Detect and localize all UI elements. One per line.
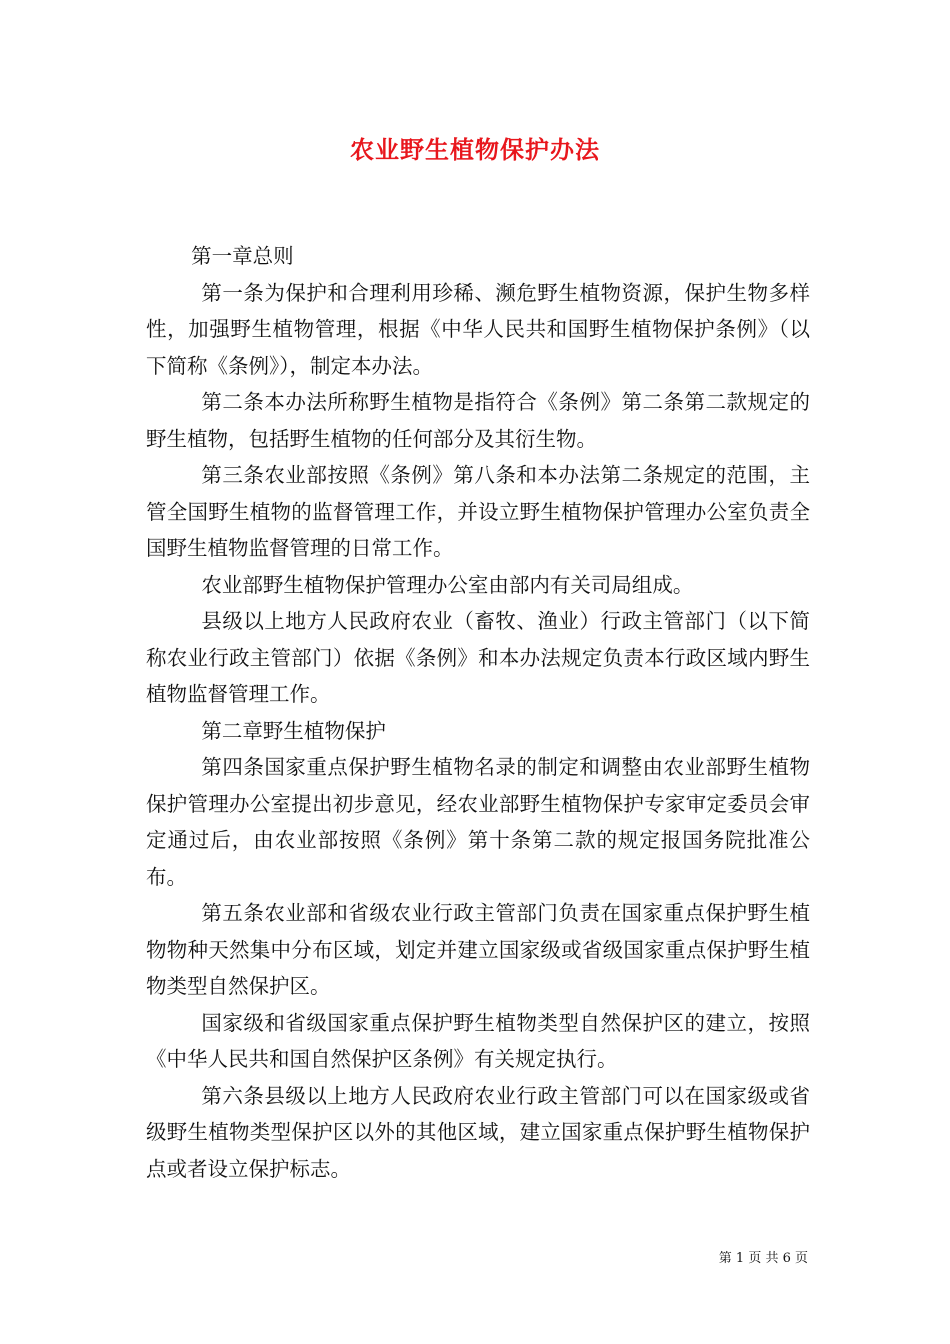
paragraph: 农业部野生植物保护管理办公室由部内有关司局组成。 [201,572,694,597]
chapter-heading: 第一章总则 [191,244,294,268]
paragraph: 国家级和省级国家重点保护野生植物类型自然保护区的建立，按照《中华人民共和国自然保护区条例》有关规定执行。 [146,1010,810,1071]
paragraph: 县级以上地方人民政府农业（畜牧、渔业）行政主管部门（以下简称农业行政主管部门）依据《条例》和本办法规定负责本行政区域内野生植物监督管理工作。 [146,609,810,706]
document-title: 农业野生植物保护办法 [350,135,600,164]
paragraph: 第四条国家重点保护野生植物名录的制定和调整由农业部野生植物保护管理办公室提出初步意见，经农业部野生植物保护专家审定委员会审定通过后，由农业部按照《条例》第十条第二款的规定报国务院批准公布。 [146,755,810,889]
paragraph: 第一条为保护和合理利用珍稀、濒危野生植物资源，保护生物多样性，加强野生植物管理，根据《中华人民共和国野生植物保护条例》（以下简称《条例》），制定本办法。 [146,280,810,378]
chapter-heading: 第二章野生植物保护 [201,718,386,743]
paragraph: 第五条农业部和省级农业行政主管部门负责在国家重点保护野生植物物种天然集中分布区域，划定并建立国家级或省级国家重点保护野生植物类型自然保护区。 [146,901,810,998]
paragraph: 第三条农业部按照《条例》第八条和本办法第二条规定的范围，主管全国野生植物的监督管理工作，并设立野生植物保护管理办公室负责全国野生植物监督管理的日常工作。 [146,463,810,560]
page-indicator: 第 1 页 共 6 页 [718,1251,808,1266]
paragraph: 第六条县级以上地方人民政府农业行政主管部门可以在国家级或省级野生植物类型保护区以外的其他区域，建立国家重点保护野生植物保护点或者设立保护标志。 [146,1083,810,1181]
paragraph: 第二条本办法所称野生植物是指符合《条例》第二条第二款规定的野生植物，包括野生植物的任何部分及其衍生物。 [146,390,810,451]
document-body [146,238,810,1187]
